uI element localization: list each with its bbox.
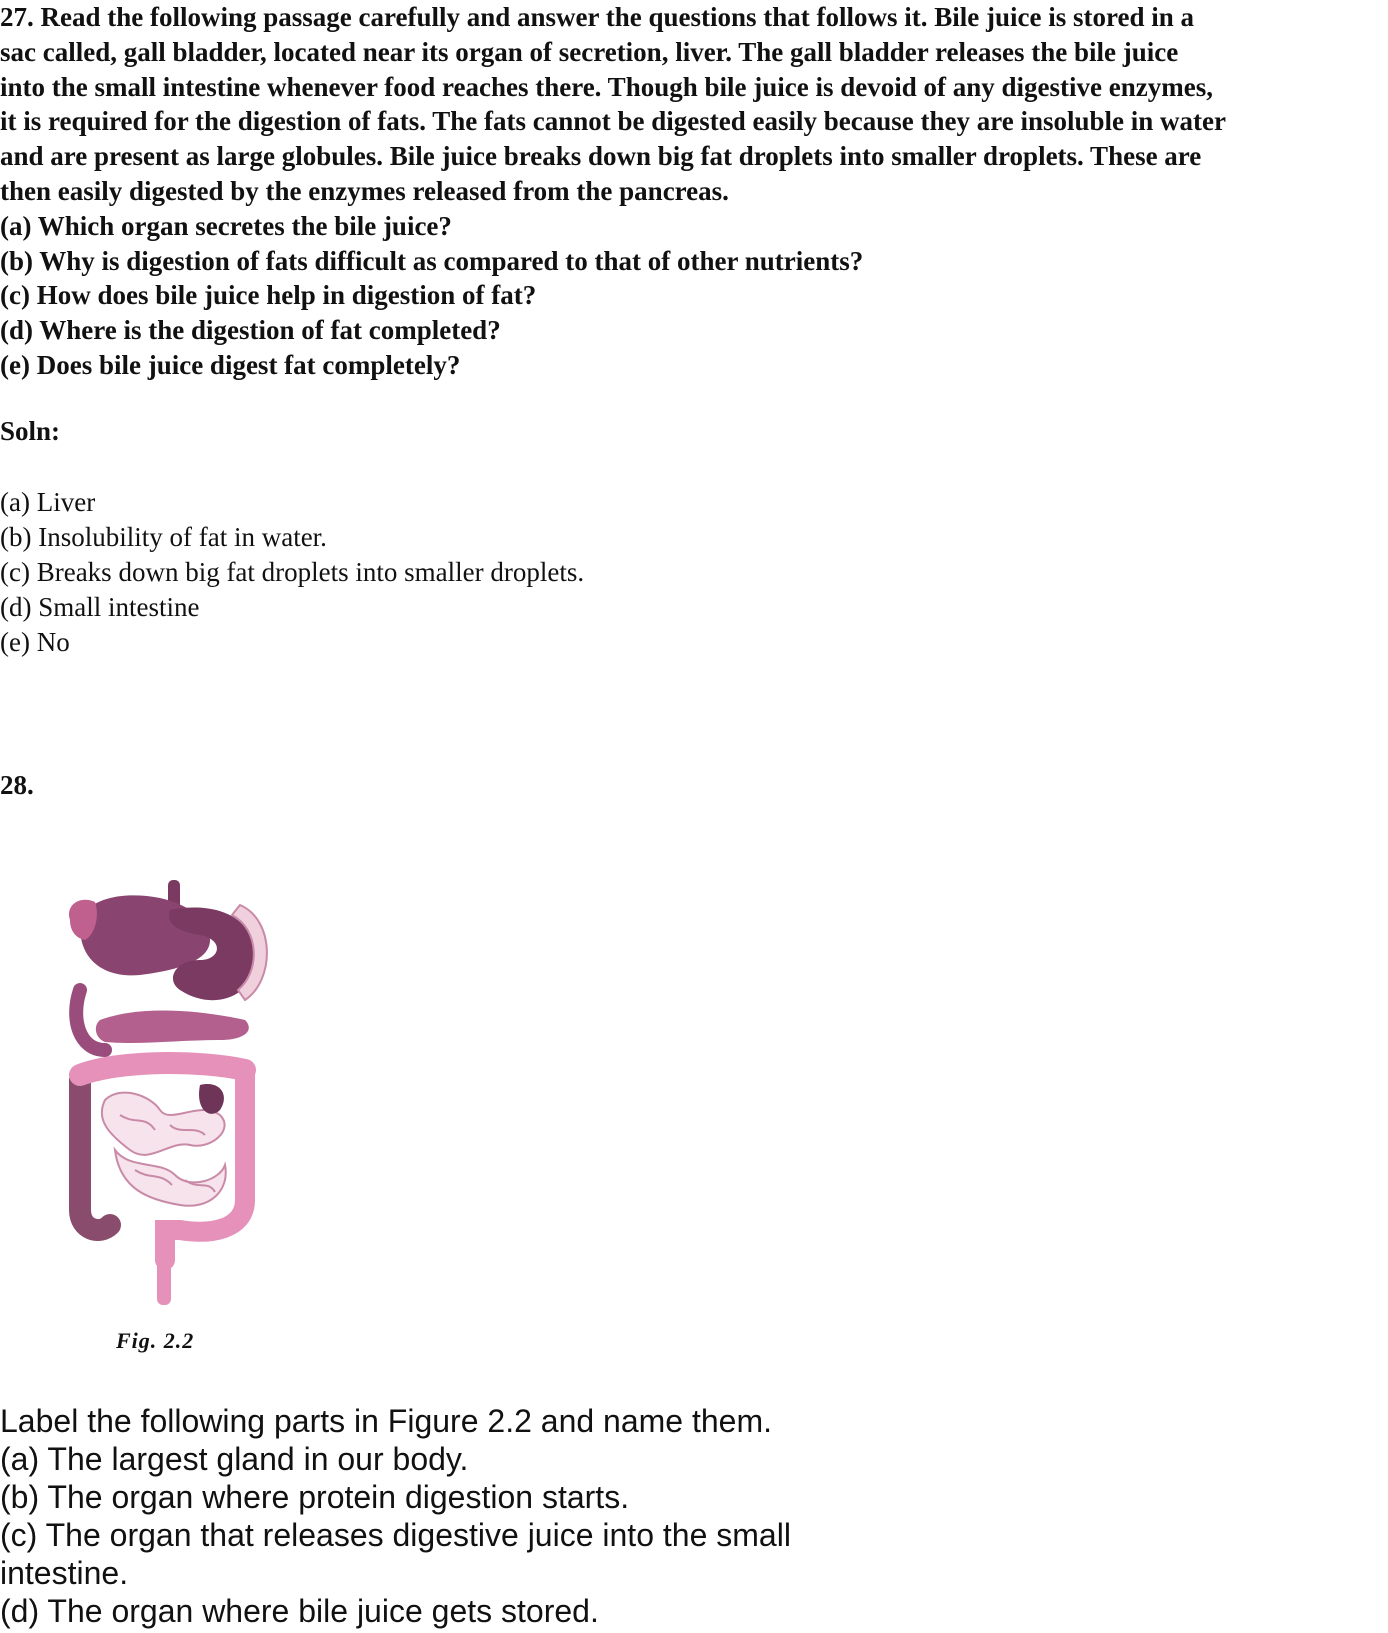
- transverse-colon-shape: [80, 1063, 245, 1075]
- question-27: [0, 0, 1388, 383]
- prompt-line: (a) The largest gland in our body.: [0, 1441, 469, 1477]
- passage-line: and are present as large globules. Bile juice breaks down big fat droplets into smaller droplets. These are: [0, 141, 1202, 172]
- prompt-line: (c) The organ that releases digestive juice into the small: [0, 1517, 791, 1553]
- answer-d: (d) Small intestine: [0, 592, 200, 622]
- passage-line: 27. Read the following passage carefully and answer the questions that follows it. Bile juice is stored in a: [0, 2, 1195, 32]
- prompt-line: (b) The organ where protein digestion starts.: [0, 1479, 630, 1515]
- sub-question-c: (c) How does bile juice help in digestion of fat?: [0, 280, 537, 311]
- prompt-line: intestine.: [0, 1555, 129, 1591]
- prompt-line: Label the following parts in Figure 2.2 and name them.: [0, 1403, 773, 1439]
- sub-question-d: (d) Where is the digestion of fat completed?: [0, 315, 501, 346]
- passage-line: sac called, gall bladder, located near its organ of secretion, liver. The gall bladder releases the bile juice: [0, 36, 1179, 67]
- passage-line: it is required for the digestion of fats. The fats cannot be digested easily because they are insoluble in water: [0, 106, 1226, 137]
- passage-line: into the small intestine whenever food reaches there. Though bile juice is devoid of any digestive enzymes,: [0, 71, 1213, 102]
- figure-caption: Fig. 2.2: [116, 1328, 195, 1353]
- rectum-shape: [157, 1255, 171, 1305]
- answer-a: (a) Liver: [0, 487, 96, 517]
- passage-line: then easily digested by the enzymes released from the pancreas.: [0, 175, 729, 206]
- digestive-system-illustration: [60, 880, 280, 1330]
- sub-question-b: (b) Why is digestion of fats difficult as compared to that of other nutrients?: [0, 245, 864, 276]
- sub-question-a: (a) Which organ secretes the bile juice?: [0, 210, 452, 241]
- answer-list: [0, 485, 1388, 660]
- small-intestine-lower-shape: [115, 1150, 226, 1206]
- answer-e: (e) No: [0, 627, 70, 657]
- prompt-line: (d) The organ where bile juice gets stored.: [0, 1593, 599, 1629]
- question-28-number: 28.: [0, 770, 34, 800]
- sub-question-e: (e) Does bile juice digest fat completely?: [0, 349, 461, 380]
- answer-c: (c) Breaks down big fat droplets into smaller droplets.: [0, 557, 585, 587]
- solution-heading: Soln:: [0, 416, 61, 446]
- question-28-prompt: [0, 1402, 1388, 1630]
- answer-b: (b) Insolubility of fat in water.: [0, 522, 327, 552]
- digestive-system-figure: [60, 880, 280, 1330]
- pancreas-shape: [96, 1011, 249, 1043]
